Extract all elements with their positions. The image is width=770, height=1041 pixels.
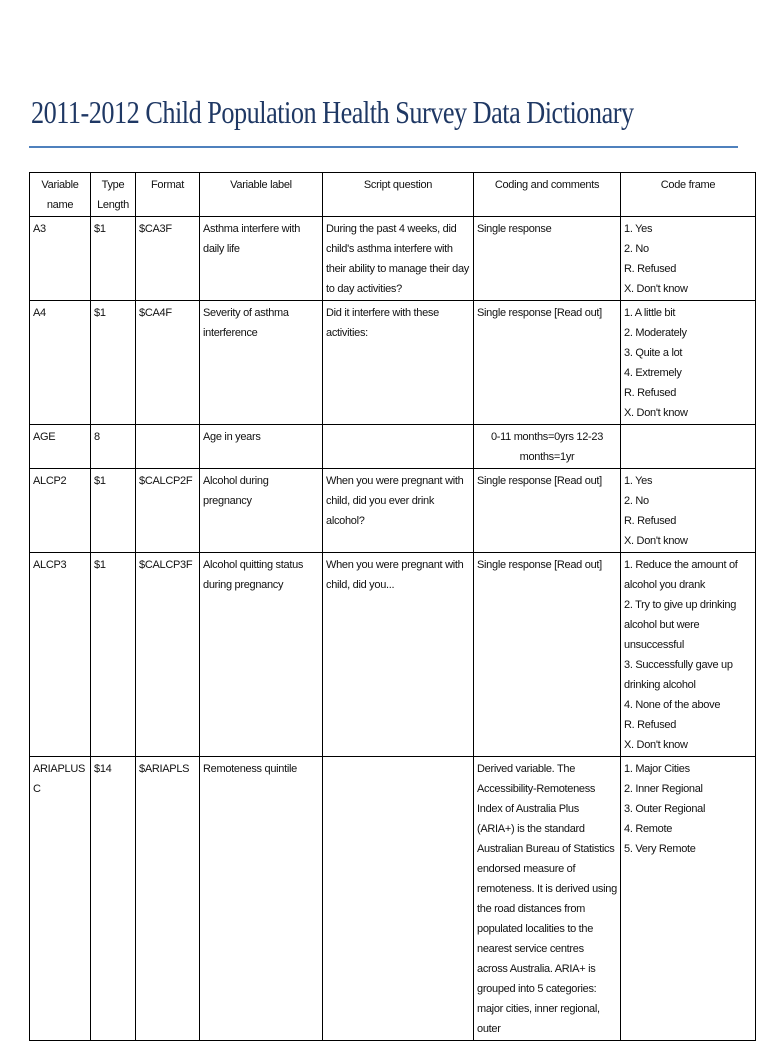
script-question <box>323 425 474 469</box>
variable-label: Severity of asthma interference <box>200 301 323 425</box>
column-header: Code frame <box>621 173 756 217</box>
code-item: 4. Extremely <box>624 367 682 379</box>
format: $CALCP3F <box>136 553 200 757</box>
variable-name: ALCP2 <box>30 469 91 553</box>
code-item: X. Don't know <box>624 739 688 751</box>
code-item: 1. Yes <box>624 475 653 487</box>
code-item: 2. Try to give up drinking alcohol but were unsuccessful <box>624 599 737 651</box>
variable-name: A4 <box>30 301 91 425</box>
code-item: 1. A little bit <box>624 307 676 319</box>
code-item: 4. Remote <box>624 823 673 835</box>
code-item: 2. No <box>624 243 649 255</box>
code-frame <box>621 757 756 1041</box>
code-item: 1. Reduce the amount of alcohol you drank <box>624 559 738 591</box>
variable-label: Remoteness quintile <box>200 757 323 1041</box>
data-dictionary-table <box>29 172 756 1041</box>
format: $CA3F <box>136 217 200 301</box>
variable-name: AGE <box>30 425 91 469</box>
code-item: 4. None of the above <box>624 699 721 711</box>
variable-label: Asthma interfere with daily life <box>200 217 323 301</box>
code-item: X. Don't know <box>624 283 688 295</box>
type-length: $14 <box>91 757 136 1041</box>
code-frame <box>621 301 756 425</box>
code-item: R. Refused <box>624 263 677 275</box>
column-header: Format <box>136 173 200 217</box>
code-item: R. Refused <box>624 387 677 399</box>
code-frame <box>621 425 756 469</box>
table-row <box>30 757 756 1041</box>
script-question: When you were pregnant with child, did you ever drink alcohol? <box>323 469 474 553</box>
code-item: R. Refused <box>624 719 677 731</box>
variable-label: Age in years <box>200 425 323 469</box>
code-item: R. Refused <box>624 515 677 527</box>
page-title: 2011-2012 Child Population Health Survey Data Dictionary <box>31 94 634 130</box>
coding-comments: Single response [Read out] <box>474 553 621 757</box>
table-row <box>30 469 756 553</box>
code-frame <box>621 469 756 553</box>
table-row <box>30 425 756 469</box>
title-underline <box>29 146 738 148</box>
type-length: 8 <box>91 425 136 469</box>
variable-name: ARIAPLUSC <box>30 757 91 1041</box>
type-length: $1 <box>91 553 136 757</box>
code-item: 2. Inner Regional <box>624 783 703 795</box>
format: $ARIAPLS <box>136 757 200 1041</box>
code-frame <box>621 553 756 757</box>
format: $CA4F <box>136 301 200 425</box>
code-item: 3. Quite a lot <box>624 347 683 359</box>
format <box>136 425 200 469</box>
script-question: During the past 4 weeks, did child's asthma interfere with their ability to manage their day to day activities? <box>323 217 474 301</box>
variable-name: A3 <box>30 217 91 301</box>
script-question: When you were pregnant with child, did you... <box>323 553 474 757</box>
column-header: Coding and comments <box>474 173 621 217</box>
column-header: Variable name <box>30 173 91 217</box>
coding-comments: Single response [Read out] <box>474 301 621 425</box>
variable-label: Alcohol quitting status during pregnancy <box>200 553 323 757</box>
code-item: 2. No <box>624 495 649 507</box>
column-header: Type Length <box>91 173 136 217</box>
header-row <box>30 173 756 217</box>
code-item: 1. Yes <box>624 223 653 235</box>
coding-comments: Derived variable. The Accessibility-Remoteness Index of Australia Plus (ARIA+) is the standard Australian Bureau of Statistics endorsed measure of remoteness. It is derived using the road distances from populated localities to the nearest service centres across Australia. ARIA+ is grouped into 5 categories: major cities, inner regional, outer <box>474 757 621 1041</box>
code-item: 3. Successfully gave up drinking alcohol <box>624 659 733 691</box>
table-row <box>30 553 756 757</box>
code-item: 3. Outer Regional <box>624 803 706 815</box>
code-item: 1. Major Cities <box>624 763 690 775</box>
code-item: 2. Moderately <box>624 327 687 339</box>
type-length: $1 <box>91 217 136 301</box>
type-length: $1 <box>91 301 136 425</box>
script-question: Did it interfere with these activities: <box>323 301 474 425</box>
script-question <box>323 757 474 1041</box>
column-header: Script question <box>323 173 474 217</box>
variable-label: Alcohol during pregnancy <box>200 469 323 553</box>
code-item: X. Don't know <box>624 407 688 419</box>
code-frame <box>621 217 756 301</box>
code-item: 5. Very Remote <box>624 843 696 855</box>
table-row <box>30 301 756 425</box>
format: $CALCP2F <box>136 469 200 553</box>
coding-comments: Single response <box>474 217 621 301</box>
variable-name: ALCP3 <box>30 553 91 757</box>
code-item: X. Don't know <box>624 535 688 547</box>
coding-comments: 0-11 months=0yrs 12-23 months=1yr <box>474 425 621 469</box>
coding-comments: Single response [Read out] <box>474 469 621 553</box>
type-length: $1 <box>91 469 136 553</box>
table-row <box>30 217 756 301</box>
column-header: Variable label <box>200 173 323 217</box>
